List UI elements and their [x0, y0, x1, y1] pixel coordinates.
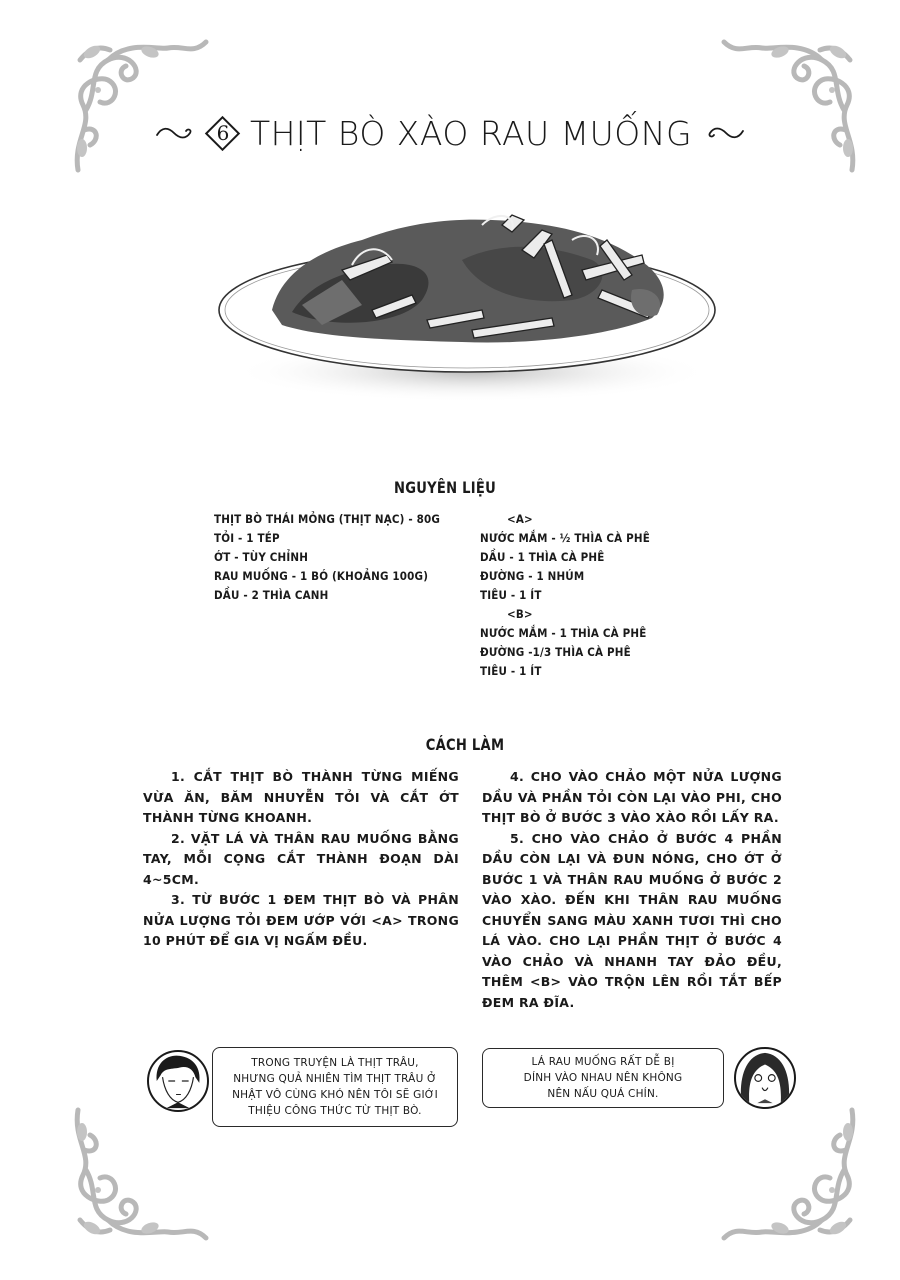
avatar-male-chef	[147, 1050, 209, 1112]
ingredient-item: NƯỚC MẮM - ½ THÌA CÀ PHÊ	[480, 531, 651, 545]
swash-right-icon	[700, 123, 746, 143]
note-line: NÊN NẤU QUÁ CHÍN.	[547, 1088, 659, 1100]
ingredient-item: TIÊU - 1 ÍT	[480, 588, 542, 602]
ingredient-item: TỎI - 1 TÉP	[214, 531, 280, 545]
avatar-female-chef	[734, 1047, 796, 1109]
method-steps-right	[482, 767, 782, 1013]
ingredient-item: ỚT - TÙY CHỈNH	[214, 550, 309, 564]
note-line: NHẬT VÔ CÙNG KHÓ NÊN TÔI SẼ GIỚI	[232, 1089, 438, 1101]
note-line: LÁ RAU MUỐNG RẤT DỄ BỊ	[531, 1056, 675, 1068]
recipe-title	[140, 108, 760, 158]
corner-ornament-bottom-right	[712, 1100, 862, 1250]
method-step: 4. CHO VÀO CHẢO MỘT NỬA LƯỢNG DẦU VÀ PHẦN TỎI CÒN LẠI VÀO PHI, CHO THỊT BÒ Ở BƯỚC 3 VÀO XÀO RỒI LẤY RA.	[482, 769, 782, 825]
ingredient-item: NƯỚC MẮM - 1 THÌA CÀ PHÊ	[480, 626, 647, 640]
floral-scroll-icon	[68, 1100, 218, 1250]
ingredients-sauce-list	[480, 510, 669, 681]
ingredient-item: TIÊU - 1 ÍT	[480, 664, 542, 678]
method-heading: CÁCH LÀM	[425, 735, 505, 754]
floral-scroll-icon	[712, 1100, 862, 1250]
sauce-a-label: <A>	[507, 512, 533, 526]
recipe-number-badge	[208, 118, 238, 148]
note-line: THIỆU CÔNG THỨC TỪ THỊT BÒ.	[248, 1105, 422, 1117]
ingredient-item: ĐƯỜNG -1/3 THÌA CÀ PHÊ	[480, 645, 631, 659]
stir-fry-plate-icon	[212, 200, 722, 420]
recipe-number: 6	[216, 121, 230, 145]
ingredients-heading: NGUYÊN LIỆU	[394, 478, 496, 497]
method-step: 1. CẮT THỊT BÒ THÀNH TỪNG MIẾNG VỪA ĂN, BĂM NHUYỄN TỎI VÀ CẮT ỚT THÀNH TỪNG KHOANH.	[143, 769, 459, 825]
sauce-b-label: <B>	[507, 607, 533, 621]
corner-ornament-bottom-left	[68, 1100, 218, 1250]
note-line: TRONG TRUYỆN LÀ THỊT TRÂU,	[251, 1057, 419, 1069]
ingredient-item: THỊT BÒ THÁI MỎNG (THỊT NẠC) - 80G	[214, 512, 441, 526]
note-line: DÍNH VÀO NHAU NÊN KHÔNG	[523, 1072, 683, 1084]
method-step: 3. TỪ BƯỚC 1 ĐEM THỊT BÒ VÀ PHÂN NỬA LƯỢNG TỎI ĐEM ƯỚP VỚI <A> TRONG 10 PHÚT ĐỂ GIA VỊ NGẤM ĐỀU.	[143, 892, 459, 948]
ingredient-item: DẦU - 1 THÌA CÀ PHÊ	[480, 550, 605, 564]
note-bubble-right	[482, 1048, 724, 1108]
man-face-icon	[149, 1052, 207, 1110]
method-step: 2. VẶT LÁ VÀ THÂN RAU MUỐNG BẰNG TAY, MỖI CỌNG CẮT THÀNH ĐOẠN DÀI 4~5CM.	[143, 830, 459, 887]
note-line: NHƯNG QUẢ NHIÊN TÌM THỊT TRÂU Ở	[233, 1073, 437, 1085]
ingredient-item: DẦU - 2 THÌA CANH	[214, 588, 329, 602]
ingredients-main-list	[214, 510, 465, 605]
recipe-title-text: THỊT BÒ XÀO RAU MUỐNG	[249, 113, 693, 153]
dish-illustration	[212, 200, 722, 420]
method-steps-left	[143, 767, 459, 952]
note-bubble-left	[212, 1047, 458, 1127]
swash-left-icon	[154, 123, 200, 143]
method-step: 5. CHO VÀO CHẢO Ở BƯỚC 4 PHẦN DẦU CÒN LẠI VÀ ĐUN NÓNG, CHO ỚT Ở BƯỚC 1 VÀ THÂN RAU MUỐNG Ở BƯỚC 2 VÀO XÀO. ĐẾN KHI THÂN RAU MUỐNG CHUYỂN SANG MÀU XANH TƯƠI THÌ CHO LÁ VÀO. CHO LẠI PHẦN THỊT Ở BƯỚC 4 VÀO CHẢO VÀ NHANH TAY ĐẢO ĐỀU, THÊM <B> VÀO TRỘN LÊN RỒI TẮT BẾP ĐEM RA ĐĨA.	[482, 830, 782, 1010]
woman-face-icon	[736, 1049, 794, 1107]
ingredient-item: ĐƯỜNG - 1 NHÚM	[480, 569, 585, 583]
ingredient-item: RAU MUỐNG - 1 BÓ (KHOẢNG 100G)	[214, 569, 429, 583]
